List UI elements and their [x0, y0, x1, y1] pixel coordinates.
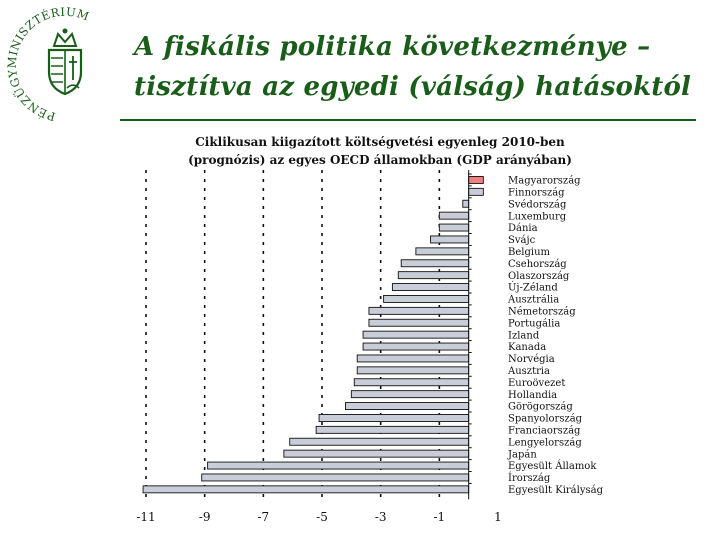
category-label: Kanada	[508, 342, 547, 354]
bar	[290, 438, 469, 445]
x-tick-label: -1	[433, 510, 446, 524]
x-tick-label: -9	[198, 510, 211, 524]
x-tick-label: -11	[136, 510, 156, 524]
bar	[439, 224, 468, 231]
category-label: Írország	[508, 473, 551, 485]
category-label: Egyesült Királyság	[508, 484, 603, 496]
category-label: Luxemburg	[508, 211, 567, 223]
category-label: Lengyelország	[508, 437, 582, 449]
logo-arc-text: PÉNZÜGYMINISZTÉRIUM	[4, 4, 92, 124]
category-label: Izland	[508, 330, 540, 342]
category-label: Svédország	[508, 199, 567, 211]
category-label: Görögország	[508, 401, 573, 413]
bar	[363, 343, 469, 350]
bar	[351, 391, 468, 398]
category-label: Spanyolország	[508, 413, 583, 425]
bar	[357, 355, 468, 362]
category-label: Ausztrália	[508, 294, 560, 306]
bar	[439, 212, 468, 219]
chart-title: Ciklikusan kiigazított költségvetési egyenleg 2010-ben	[195, 135, 565, 149]
bar	[392, 284, 468, 291]
x-tick-label: 1	[494, 510, 502, 524]
category-label: Németország	[508, 306, 576, 318]
category-label: Ausztria	[508, 365, 551, 377]
x-tick-label: -7	[257, 510, 270, 524]
bar	[369, 307, 469, 314]
x-tick-label: -3	[374, 510, 387, 524]
category-label: Dánia	[508, 223, 538, 235]
bar	[357, 367, 468, 374]
category-label: Magyarország	[508, 175, 581, 187]
bar	[363, 331, 469, 338]
slide-title-line-2: tisztítva az egyedi (válság) hatásoktól	[134, 72, 692, 102]
bar	[384, 295, 469, 302]
category-label: Finnország	[508, 187, 565, 199]
category-label: Új-Zéland	[508, 282, 558, 294]
chart-subtitle: (prognózis) az egyes OECD államokban (GDP arányában)	[188, 153, 572, 167]
category-label: Hollandia	[508, 389, 558, 401]
category-label: Csehország	[508, 258, 567, 270]
bar	[369, 319, 469, 326]
bar	[431, 236, 469, 243]
category-label: Belgium	[508, 246, 550, 258]
category-label: Euroövezet	[508, 377, 566, 389]
bar	[354, 379, 468, 386]
bar	[398, 272, 468, 279]
bar	[469, 188, 484, 195]
bar	[319, 414, 469, 421]
bar	[401, 260, 468, 267]
category-label: Portugália	[508, 318, 561, 330]
category-label: Svájc	[508, 235, 536, 247]
bar	[143, 486, 469, 493]
category-label: Japán	[508, 449, 537, 461]
bar	[416, 248, 469, 255]
bar	[284, 450, 469, 457]
x-tick-label: -5	[316, 510, 328, 524]
category-label: Norvégia	[508, 354, 555, 366]
bar	[463, 200, 469, 207]
bar	[469, 176, 484, 183]
bar	[345, 403, 468, 410]
slide-title-line-1: A fiskális politika következménye –	[134, 32, 651, 62]
bar	[316, 426, 469, 433]
category-label: Franciaország	[508, 425, 581, 437]
category-label: Egyesült Államok	[508, 461, 597, 473]
category-label: Olaszország	[508, 270, 570, 282]
bar	[208, 462, 469, 469]
bar	[202, 474, 469, 481]
